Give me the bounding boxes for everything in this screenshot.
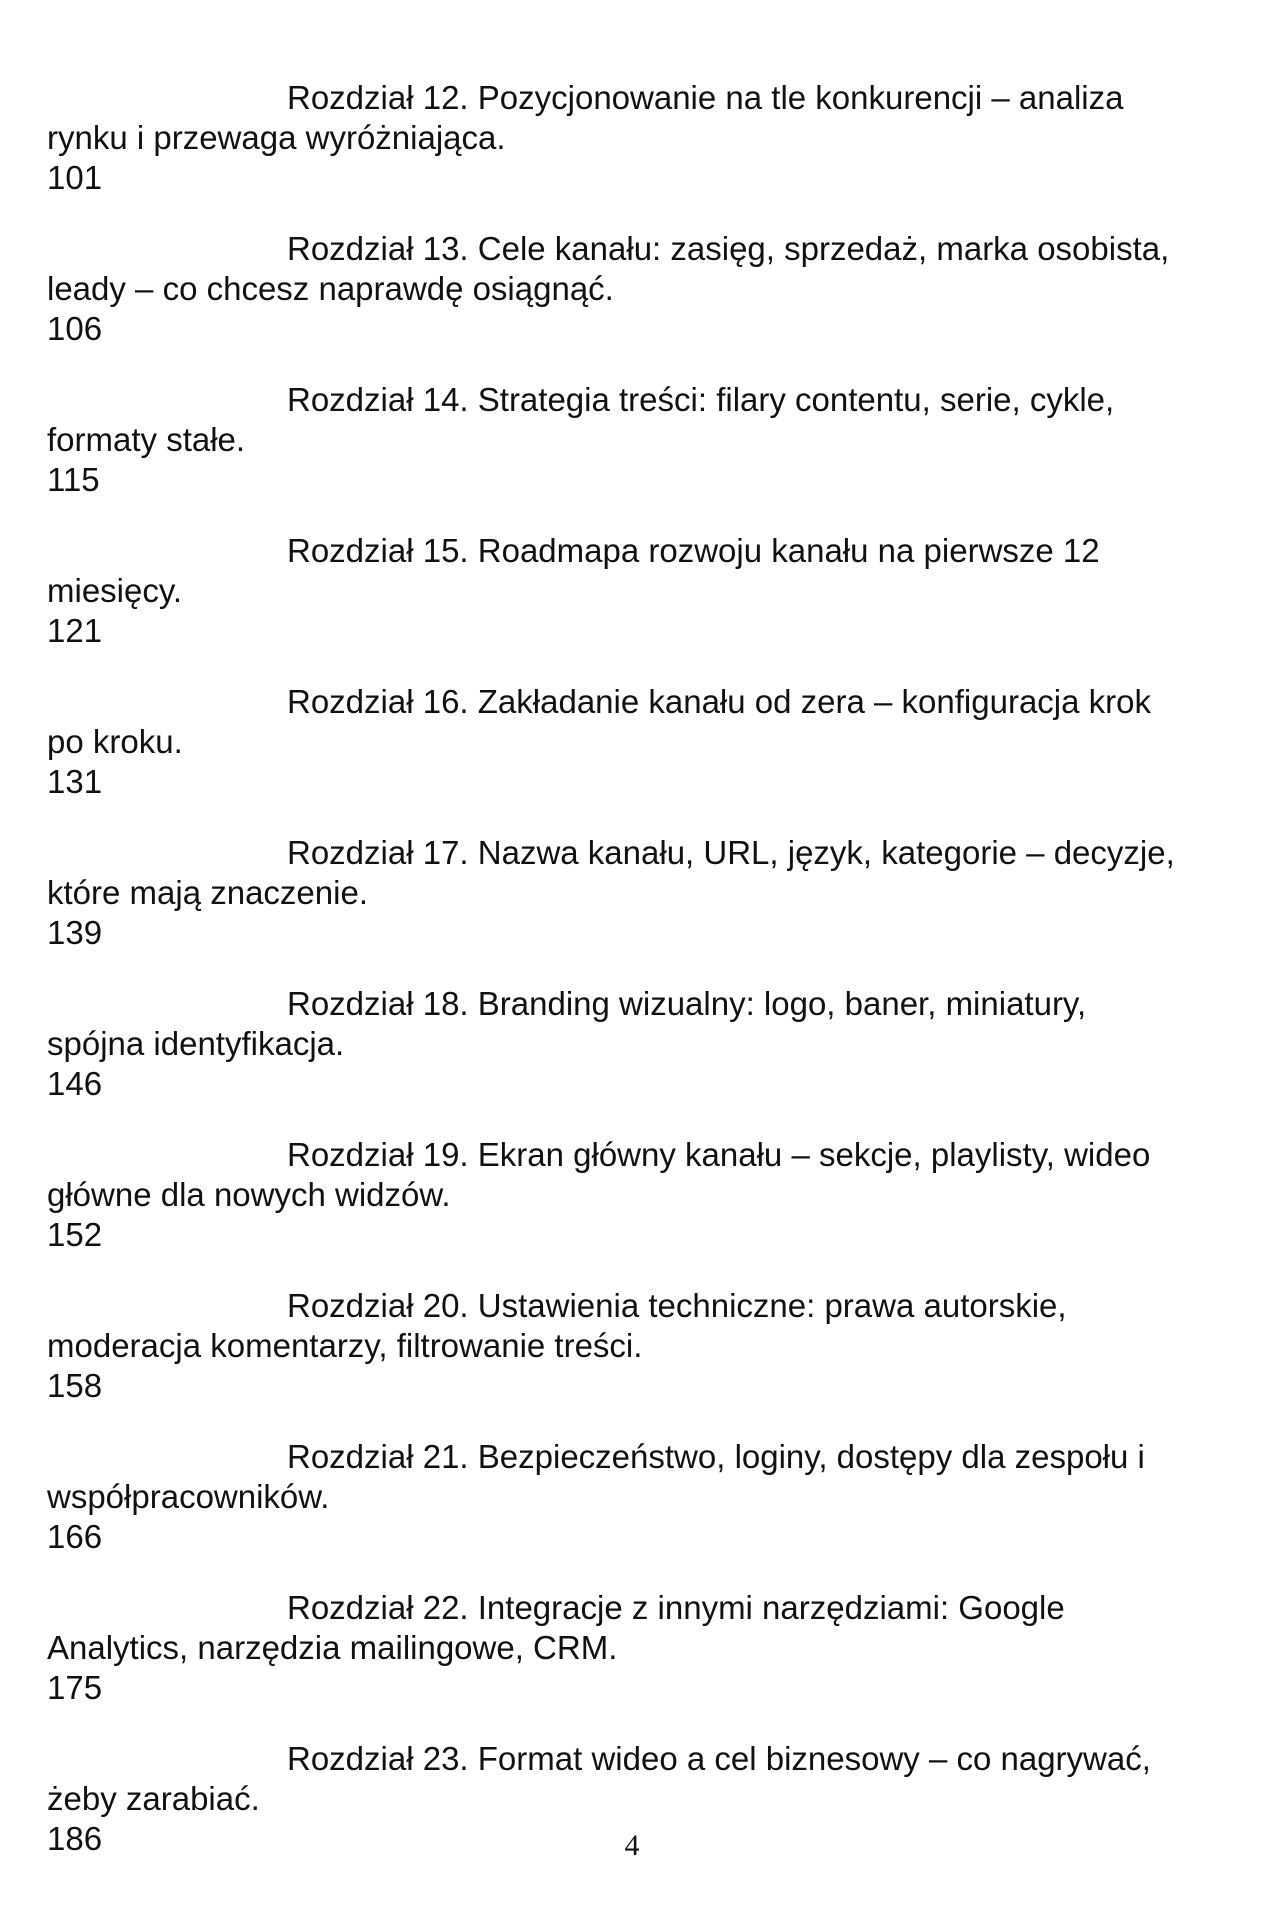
- chapter-page-number: 166: [47, 1518, 103, 1555]
- chapter-title: Rozdział 17. Nazwa kanału, URL, język, kategorie – decyzje, które mają znaczenie.: [47, 834, 1175, 911]
- chapter-page-number: 106: [47, 310, 103, 347]
- chapter-title: Rozdział 20. Ustawienia techniczne: prawa autorskie, moderacja komentarzy, filtrowanie treści.: [47, 1287, 1067, 1364]
- chapter-page-number: 121: [47, 612, 103, 649]
- toc-entry[interactable]: [47, 531, 1177, 651]
- chapter-title: Rozdział 14. Strategia treści: filary contentu, serie, cykle, formaty stałe.: [47, 381, 1115, 458]
- chapter-page-number: 152: [47, 1216, 103, 1253]
- table-of-contents: [47, 78, 1177, 1890]
- chapter-page-number: 139: [47, 914, 103, 951]
- toc-entry[interactable]: [47, 1437, 1177, 1557]
- chapter-title: Rozdział 12. Pozycjonowanie na tle konkurencji – analiza rynku i przewaga wyróżniająca.: [47, 79, 1124, 156]
- chapter-title: Rozdział 13. Cele kanału: zasięg, sprzedaż, marka osobista, leady – co chcesz naprawdę osiągnąć.: [47, 230, 1170, 307]
- chapter-page-number: 175: [47, 1669, 103, 1706]
- toc-entry[interactable]: [47, 682, 1177, 802]
- chapter-title: Rozdział 21. Bezpieczeństwo, loginy, dostępy dla zespołu i współpracowników.: [47, 1438, 1145, 1515]
- toc-entry[interactable]: [47, 1588, 1177, 1708]
- toc-entry[interactable]: [47, 1286, 1177, 1406]
- chapter-title: Rozdział 22. Integracje z innymi narzędziami: Google Analytics, narzędzia mailingowe, CRM.: [47, 1589, 1065, 1666]
- chapter-page-number: 101: [47, 159, 103, 196]
- chapter-title: Rozdział 15. Roadmapa rozwoju kanału na pierwsze 12 miesięcy.: [47, 532, 1100, 609]
- toc-entry[interactable]: [47, 984, 1177, 1104]
- toc-entry[interactable]: [47, 78, 1177, 198]
- page-number: 4: [624, 1829, 640, 1862]
- chapter-title: Rozdział 19. Ekran główny kanału – sekcje, playlisty, wideo główne dla nowych widzów.: [47, 1136, 1151, 1213]
- toc-entry[interactable]: [47, 229, 1177, 349]
- chapter-page-number: 115: [47, 461, 100, 498]
- toc-entry[interactable]: [47, 1135, 1177, 1255]
- toc-entry[interactable]: [47, 833, 1177, 953]
- chapter-page-number: 131: [47, 763, 103, 800]
- chapter-page-number: 186: [47, 1820, 103, 1857]
- toc-entry[interactable]: [47, 380, 1177, 500]
- chapter-title: Rozdział 16. Zakładanie kanału od zera – konfiguracja krok po kroku.: [47, 683, 1151, 760]
- chapter-page-number: 158: [47, 1367, 103, 1404]
- chapter-page-number: 146: [47, 1065, 103, 1102]
- chapter-title: Rozdział 23. Format wideo a cel biznesowy – co nagrywać, żeby zarabiać.: [47, 1740, 1151, 1817]
- chapter-title: Rozdział 18. Branding wizualny: logo, baner, miniatury, spójna identyfikacja.: [47, 985, 1087, 1062]
